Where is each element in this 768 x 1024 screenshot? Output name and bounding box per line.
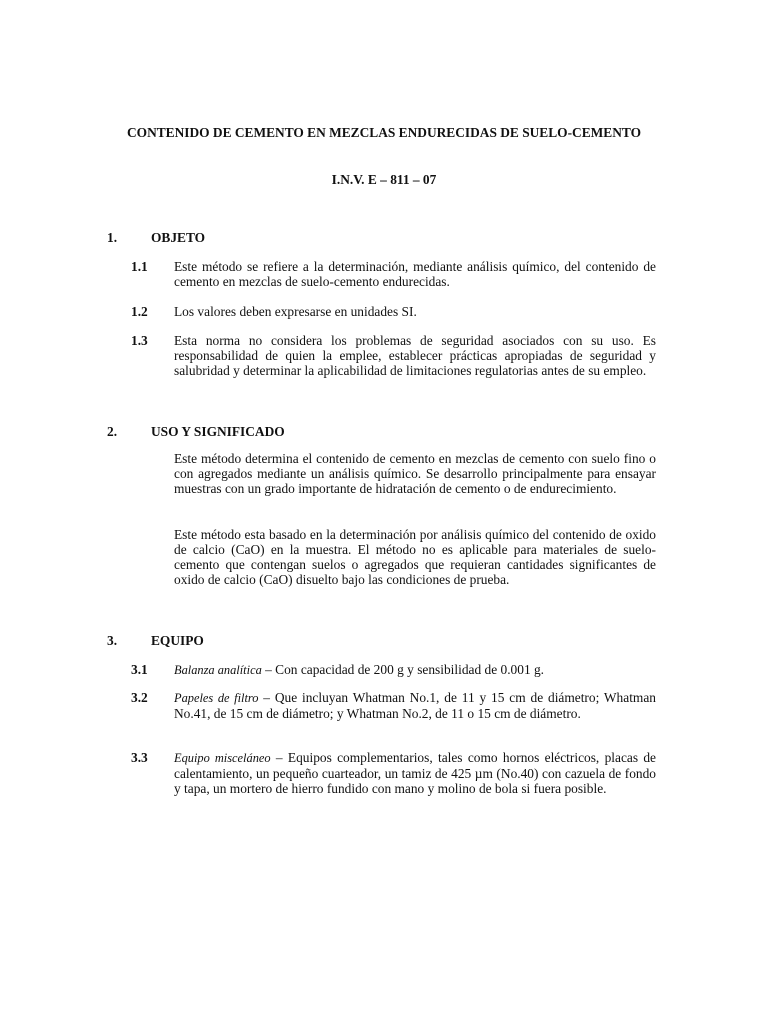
section-title-uso-significado: USO Y SIGNIFICADO [151,424,285,439]
section-number: 2. [107,424,118,439]
body-paragraph: Este método determina el contenido de cemento en mezclas de cemento con suelo fino o con agregados mediante un análisis químico. Se desarrollo principalmente para ensayar muestras con un grado importante de hidratación de cemento o de endurecimiento. [174,451,656,496]
subsection-text [174,690,656,721]
item-term: Balanza analítica [174,663,262,677]
subsection-text: Este método se refiere a la determinación, mediante análisis químico, del contenido de cemento en mezclas de suelo-cemento endurecidas. [174,259,656,289]
subsection-number: 1.2 [131,304,148,319]
item-term: Equipo misceláneo [174,751,271,765]
subsection-number: 1.1 [131,259,148,274]
section-number: 1. [107,230,118,245]
section-title-objeto: OBJETO [151,230,206,245]
subsection-number: 1.3 [131,333,148,348]
subsection-text [174,750,656,796]
subsection-text: Los valores deben expresarse en unidades SI. [174,304,417,319]
subsection-number: 3.1 [131,662,148,677]
subsection-number: 3.3 [131,750,148,765]
item-description: – Que incluyan Whatman No.1, de 11 y 15 cm de diámetro; Whatman No.41, de 15 cm de diámetro; y Whatman No.2, de 11 o 15 cm de diámetro. [174,690,656,721]
body-paragraph: Este método esta basado en la determinación por análisis químico del contenido de oxido de calcio (CaO) en la muestra. El método no es aplicable para materiales de suelo-cemento que contengan suelos o agregados que requieran cantidades significantes de oxido de calcio (CaO) disuelto bajo las condiciones de prueba. [174,527,656,587]
item-description: – Equipos complementarios, tales como hornos eléctricos, placas de calentamiento, un pequeño cuarteador, un tamiz de 425 µm (No.40) con cazuela de fondo y tapa, un mortero de hierro fundido con mano y molino de bola si fuera posible. [174,750,656,796]
document-title: CONTENIDO DE CEMENTO EN MEZCLAS ENDURECIDAS DE SUELO-CEMENTO [126,125,641,140]
subsection-text: Esta norma no considera los problemas de seguridad asociados con su uso. Es responsabilidad de quien la emplee, establecer prácticas apropiadas de seguridad y salubridad y determinar la aplicabilidad de limitaciones regulatorias antes de su empleo. [174,333,656,378]
item-description: – Con capacidad de 200 g y sensibilidad de 0.001 g. [261,662,545,677]
section-title-equipo: EQUIPO [151,633,204,648]
subsection-number: 3.2 [131,690,148,705]
norm-code: I.N.V. E – 811 – 07 [331,172,437,187]
item-term: Papeles de filtro [174,691,259,705]
section-number: 3. [107,633,118,648]
subsection-text [174,662,656,678]
